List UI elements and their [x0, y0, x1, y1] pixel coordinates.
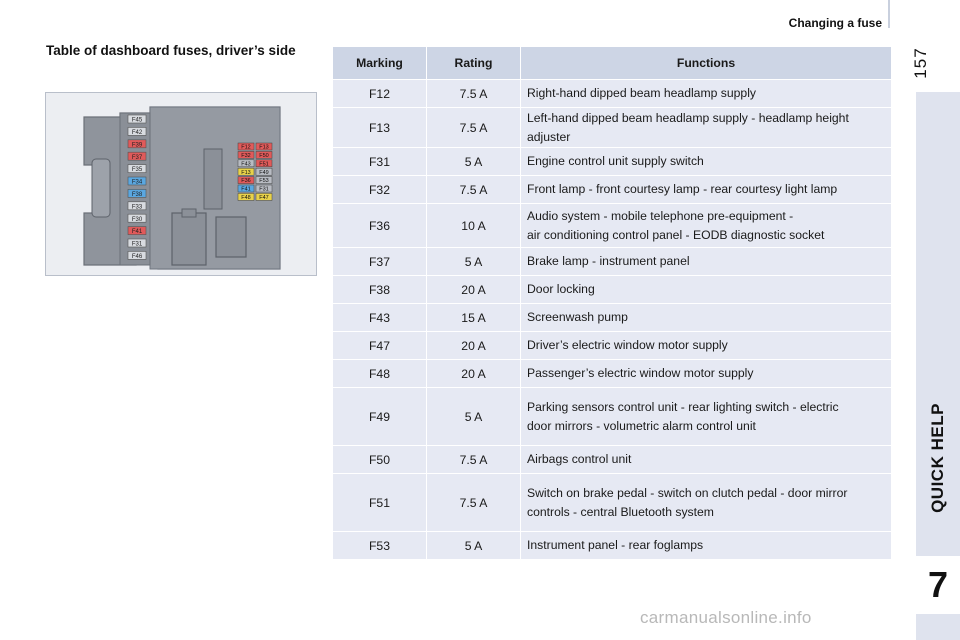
fuse-slot-grid	[238, 185, 254, 193]
fuse-slot-grid	[256, 143, 272, 151]
cell-functions	[521, 276, 892, 304]
table-row	[333, 332, 892, 360]
fuse-label: F50	[259, 153, 269, 159]
cell-functions	[521, 446, 892, 474]
fuse-label: F38	[131, 192, 143, 198]
cell-marking: F47	[333, 332, 427, 360]
cell-rating: 7.5 A	[427, 474, 521, 532]
fuse-slot-left	[128, 202, 146, 211]
fuse-label: F46	[131, 254, 143, 260]
function-line: Right-hand dipped beam headlamp supply	[527, 86, 757, 100]
cell-rating: 5 A	[427, 388, 521, 446]
fuse-slot-grid	[238, 193, 254, 201]
cell-functions	[521, 108, 892, 148]
function-line: air conditioning control panel - EODB diagnostic socket	[527, 227, 825, 242]
fuse-label: F53	[259, 178, 269, 185]
fuse-slot-grid	[238, 143, 254, 151]
table-row	[333, 176, 892, 204]
cell-functions	[521, 532, 892, 560]
function-line: Airbags control unit	[527, 452, 632, 466]
function-line: Engine control unit supply switch	[527, 154, 704, 168]
fuse-slot-grid	[256, 151, 272, 159]
cell-functions	[521, 474, 892, 532]
table-row	[333, 304, 892, 332]
cell-rating: 5 A	[427, 148, 521, 176]
table-row	[333, 446, 892, 474]
cell-marking: F36	[333, 204, 427, 248]
cell-marking: F49	[333, 388, 427, 446]
fuse-label: F49	[259, 169, 269, 176]
cell-functions	[521, 176, 892, 204]
cell-rating: 5 A	[427, 532, 521, 560]
table-row	[333, 388, 892, 446]
cell-functions	[521, 204, 892, 248]
header-marking: Marking	[333, 47, 427, 80]
table-row	[333, 532, 892, 560]
fuse-slot-left	[128, 165, 146, 174]
cell-rating: 7.5 A	[427, 80, 521, 108]
table-row	[333, 80, 892, 108]
function-line: Front lamp - front courtesy lamp - rear courtesy light lamp	[527, 182, 838, 196]
fuse-slot-grid	[238, 160, 254, 168]
chapter-number: 7	[916, 556, 960, 614]
function-line: Screenwash pump	[527, 310, 628, 324]
function-line: Passenger’s electric window motor supply	[527, 366, 754, 380]
fuse-label: F30	[131, 216, 143, 223]
header-divider	[888, 0, 890, 28]
cell-rating: 20 A	[427, 332, 521, 360]
function-line: Instrument panel - rear foglamps	[527, 538, 704, 552]
cell-rating: 15 A	[427, 304, 521, 332]
fuse-slot-left	[128, 189, 146, 198]
fuse-slot-left	[128, 251, 146, 260]
fuse-slot-left	[128, 177, 146, 186]
cell-rating: 20 A	[427, 360, 521, 388]
fuse-slot-left	[128, 127, 146, 136]
cell-functions	[521, 80, 892, 108]
fuse-slot-left	[128, 214, 146, 223]
fuse-label: F32	[241, 153, 251, 159]
cell-functions	[521, 148, 892, 176]
table-row	[333, 276, 892, 304]
function-line: Parking sensors control unit - rear lighting switch - electric	[527, 399, 839, 414]
fuse-label: F31	[259, 186, 269, 193]
cell-marking: F53	[333, 532, 427, 560]
fuse-label: F37	[131, 154, 143, 161]
fuse-slot-left	[128, 227, 146, 236]
fuse-label: F33	[131, 204, 143, 211]
function-line: Brake lamp - instrument panel	[527, 254, 690, 268]
cell-rating: 5 A	[427, 248, 521, 276]
cell-marking: F32	[333, 176, 427, 204]
cell-marking: F48	[333, 360, 427, 388]
cell-functions	[521, 388, 892, 446]
fuse-label: F12	[241, 144, 251, 151]
function-line: Driver’s electric window motor supply	[527, 338, 728, 352]
cell-marking: F37	[333, 248, 427, 276]
cell-marking: F13	[333, 108, 427, 148]
fuse-slot-grid	[256, 160, 272, 168]
function-line: Left-hand dipped beam headlamp supply - headlamp height	[527, 110, 849, 125]
fuse-label: F36	[241, 178, 251, 185]
fuse-label: F43	[241, 161, 251, 168]
fuse-slot-grid	[238, 168, 254, 176]
function-line: adjuster	[527, 129, 571, 144]
function-line: door mirrors - volumetric alarm control unit	[527, 418, 756, 433]
cell-rating: 7.5 A	[427, 176, 521, 204]
fuse-slot-grid	[238, 151, 254, 159]
fuse-label: F34	[131, 179, 143, 186]
fuse-slot-left	[128, 115, 146, 124]
table-row	[333, 204, 892, 248]
fuse-slot-grid	[238, 177, 254, 185]
cell-rating: 7.5 A	[427, 108, 521, 148]
fuse-label: F47	[259, 195, 269, 201]
page-title: Table of dashboard fuses, driver’s side	[46, 43, 296, 58]
cell-marking: F31	[333, 148, 427, 176]
fuse-label: F13	[241, 169, 251, 176]
fuse-label: F31	[131, 241, 143, 248]
fuse-label: F35	[131, 167, 143, 174]
function-line: controls - central Bluetooth system	[527, 504, 714, 519]
cell-marking: F43	[333, 304, 427, 332]
running-header: Changing a fuse	[788, 16, 882, 30]
fuse-slot-left	[128, 239, 146, 248]
fuse-label: F42	[131, 130, 143, 136]
function-line: Door locking	[527, 282, 595, 296]
sidebar-label: QUICK HELP	[928, 403, 947, 513]
cell-rating: 10 A	[427, 204, 521, 248]
fuse-label: F41	[241, 186, 251, 193]
cell-rating: 20 A	[427, 276, 521, 304]
cell-functions	[521, 332, 892, 360]
function-line: Switch on brake pedal - switch on clutch pedal - door mirror	[527, 485, 848, 500]
table-row	[333, 108, 892, 148]
header-functions: Functions	[521, 47, 892, 80]
fuse-label: F45	[131, 117, 143, 124]
fuse-box-diagram	[45, 92, 317, 276]
fuse-table	[333, 47, 892, 560]
table-row	[333, 474, 892, 532]
cell-rating: 7.5 A	[427, 446, 521, 474]
page-number: 157	[911, 47, 930, 79]
table-row	[333, 248, 892, 276]
fuse-slot-grid	[256, 193, 272, 201]
cell-functions	[521, 304, 892, 332]
fuse-slot-left	[128, 140, 146, 149]
function-line: Audio system - mobile telephone pre-equipment -	[527, 208, 794, 223]
fuse-slot-left	[128, 152, 146, 161]
cell-marking: F51	[333, 474, 427, 532]
header-rating: Rating	[427, 47, 521, 80]
table-row	[333, 360, 892, 388]
cell-marking: F38	[333, 276, 427, 304]
fuse-slot-grid	[256, 168, 272, 176]
fuse-box-illustration	[46, 93, 316, 275]
table-row	[333, 148, 892, 176]
fuse-label: F13	[259, 144, 269, 151]
fuse-label: F39	[131, 142, 143, 149]
cell-marking: F50	[333, 446, 427, 474]
cell-marking: F12	[333, 80, 427, 108]
fuse-slot-grid	[256, 177, 272, 185]
fuse-label: F51	[259, 161, 269, 168]
cell-functions	[521, 248, 892, 276]
cell-functions	[521, 360, 892, 388]
fuse-label: F41	[131, 229, 143, 236]
fuse-slot-grid	[256, 185, 272, 193]
watermark: carmanualsonline.info	[640, 608, 812, 627]
fuse-label: F48	[241, 195, 251, 201]
